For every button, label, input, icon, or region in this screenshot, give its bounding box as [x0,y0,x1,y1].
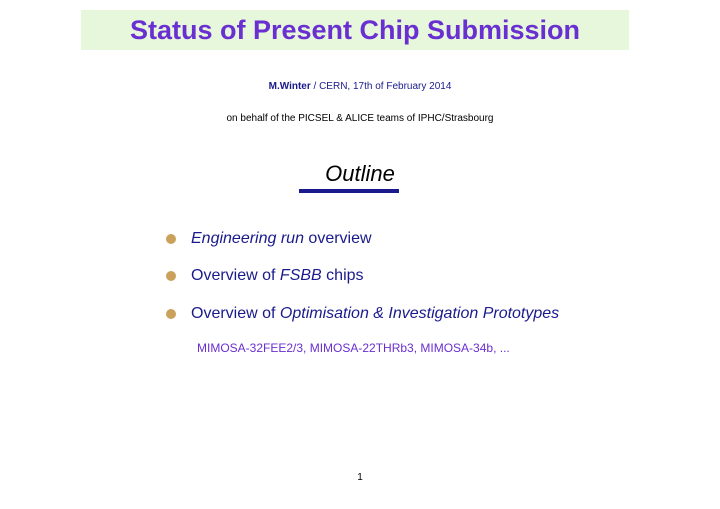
outline-item-italic: Engineering run [191,230,304,247]
behalf-line: on behalf of the PICSEL & ALICE teams of IPHC/Strasbourg [226,113,494,124]
outline-item-1 [166,230,372,248]
outline-item-3 [166,305,559,323]
author-name: M.Winter [268,81,311,92]
outline-item-text: chips [321,267,364,284]
slide-title: Status of Present Chip Submission [129,14,581,45]
outline-item-italic: Optimisation & Investigation Prototypes [279,305,560,322]
bullet-icon [166,309,176,319]
title-banner [81,10,629,50]
bullet-icon [166,234,176,244]
bullet-icon [166,271,176,281]
author-line [0,81,720,92]
outline-item-text: Overview of [191,305,280,322]
outline-item-text: overview [303,230,372,247]
outline-underline [299,189,399,193]
outline-item-text: Overview of [191,267,280,284]
outline-heading: Outline [325,161,395,186]
page-number: 1 [357,472,363,483]
prototype-list: MIMOSA-32FEE2/3, MIMOSA-22THRb3, MIMOSA-34b, ... [197,341,510,355]
outline-item-2 [166,267,364,285]
author-affiliation-date: / CERN, 17th of February 2014 [310,81,452,92]
outline-item-italic: FSBB [279,267,322,284]
